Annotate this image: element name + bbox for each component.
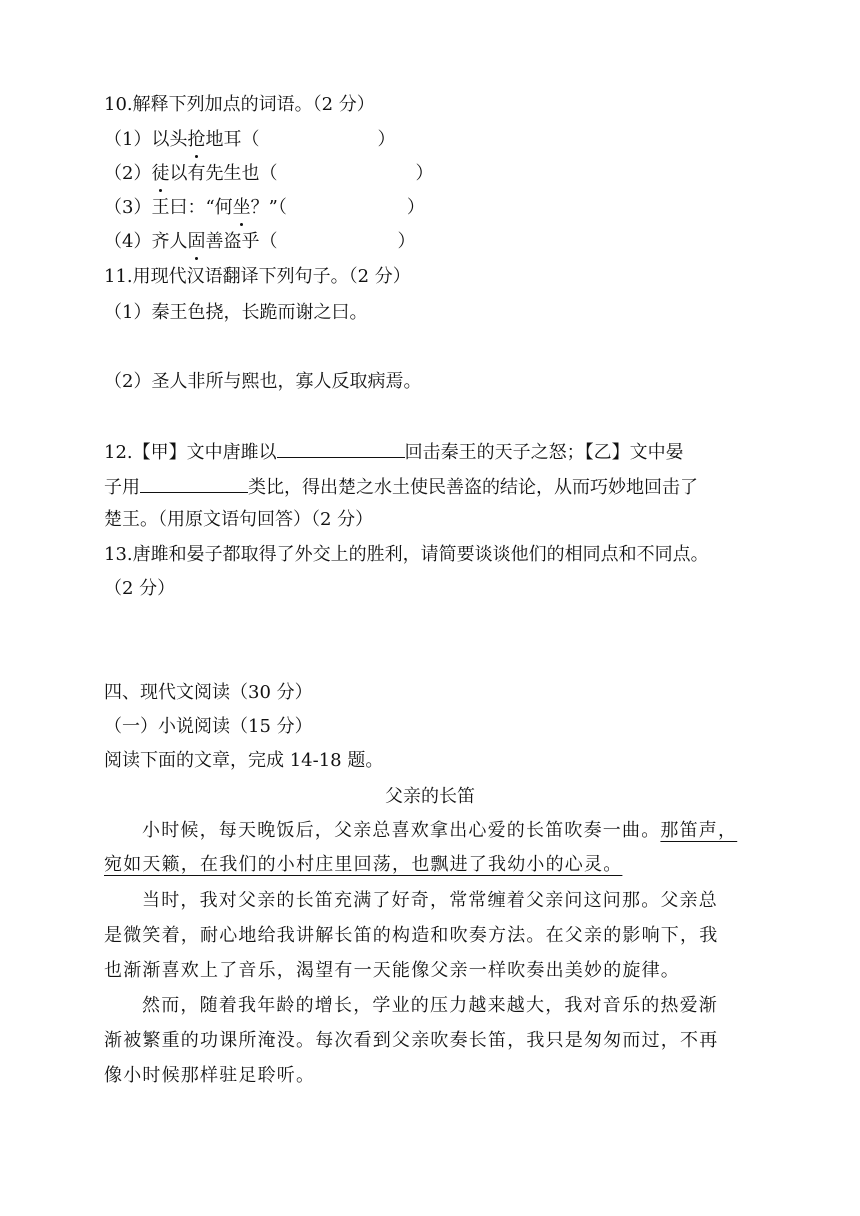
article-title: 父亲的长笛 bbox=[385, 786, 475, 807]
article-p2-line-3: 也渐渐喜欢上了音乐，渴望有一天能像父亲一样吹奏出美妙的旋律。 bbox=[104, 960, 680, 981]
q12-line-1-b: 回击秦王的天子之怒；【乙】文中晏 bbox=[404, 442, 684, 463]
q12-line-1-a: 12.【甲】文中唐雎以 bbox=[104, 442, 277, 463]
q12-line-2-a: 子用 bbox=[104, 477, 140, 498]
q10-item-4 bbox=[104, 230, 415, 254]
q10-item-1-close: ） bbox=[377, 129, 396, 150]
q11-sentence-1: （1）秦王色挠，长跪而谢之曰。 bbox=[104, 302, 368, 323]
section-subheading: （一）小说阅读（15 分） bbox=[104, 716, 313, 737]
q10-item-2-dotted-word: 徒 bbox=[151, 163, 170, 184]
q10-item-2-post: 以有先生也（ bbox=[169, 163, 278, 184]
q10-item-2-close: ） bbox=[415, 163, 434, 184]
q13-line-2: （2 分） bbox=[104, 578, 176, 599]
q10-item-4-dotted-word: 固 bbox=[187, 231, 206, 252]
q12-blank-1[interactable] bbox=[277, 439, 405, 458]
article-p3-line-3: 像小时候那样驻足聆听。 bbox=[104, 1065, 316, 1086]
q10-item-1 bbox=[104, 128, 395, 152]
q10-item-3-dotted-word: 坐 bbox=[232, 197, 251, 218]
q10-item-1-post: 地耳（ bbox=[205, 129, 260, 150]
q10-item-3-close: ） bbox=[406, 197, 425, 218]
article-p1-underlined-start: 那笛声， bbox=[660, 820, 738, 841]
q10-item-1-dotted-word: 抢 bbox=[187, 129, 206, 150]
q10-item-2-pre: （2） bbox=[104, 163, 152, 184]
q12-line-2-b: 类比，得出楚之水土使民善盗的结论，从而巧妙地回击了 bbox=[248, 477, 698, 498]
section-instruction: 阅读下面的文章，完成 14-18 题。 bbox=[104, 750, 384, 771]
q10-item-4-close: ） bbox=[397, 231, 416, 252]
article-p2-line-2: 是微笑着，耐心地给我讲解长笛的构造和吹奏方法。在父亲的影响下，我 bbox=[104, 925, 719, 946]
q11-sentence-2: （2）圣人非所与熙也，寡人反取病焉。 bbox=[104, 371, 422, 392]
q12-line-3: 楚王。（用原文语句回答）（2 分） bbox=[104, 509, 374, 530]
q11-title: 11.用现代汉语翻译下列句子。（2 分） bbox=[104, 266, 411, 287]
q10-item-4-post: 善盗乎（ bbox=[205, 231, 278, 252]
q10-item-3 bbox=[104, 196, 425, 220]
article-p1-line-1 bbox=[142, 819, 737, 843]
q10-item-1-pre: （1）以头 bbox=[104, 129, 188, 150]
q10-item-2 bbox=[104, 162, 433, 186]
q10-title: 10.解释下列加点的词语。（2 分） bbox=[104, 94, 375, 115]
q10-item-3-pre: （3）王曰：“何 bbox=[104, 197, 233, 218]
q12-line-2 bbox=[104, 474, 698, 500]
article-p3-line-1: 然而，随着我年龄的增长，学业的压力越来越大，我对音乐的热爱渐 bbox=[142, 995, 718, 1016]
article-p1-underlined-end: 宛如天籁，在我们的小村庄里回荡，也飘进了我幼小的心灵。 bbox=[104, 854, 623, 875]
q10-item-4-pre: （4）齐人 bbox=[104, 231, 188, 252]
q12-line-1 bbox=[104, 439, 684, 465]
article-p1-line-1-plain: 小时候，每天晚饭后，父亲总喜欢拿出心爱的长笛吹奏一曲。 bbox=[142, 820, 661, 841]
article-p3-line-2: 渐被繁重的功课所淹没。每次看到父亲吹奏长笛，我只是匆匆而过，不再 bbox=[104, 1030, 719, 1051]
q13-line-1: 13.唐雎和晏子都取得了外交上的胜利，请简要谈谈他们的相同点和不同点。 bbox=[104, 544, 709, 565]
q12-blank-2[interactable] bbox=[140, 474, 248, 493]
article-p2-line-1: 当时，我对父亲的长笛充满了好奇，常常缠着父亲问这问那。父亲总 bbox=[142, 890, 718, 911]
article-p1-line-2 bbox=[104, 853, 622, 877]
q10-item-3-post: ？”（ bbox=[250, 197, 287, 218]
section-heading: 四、现代文阅读（30 分） bbox=[104, 682, 313, 703]
